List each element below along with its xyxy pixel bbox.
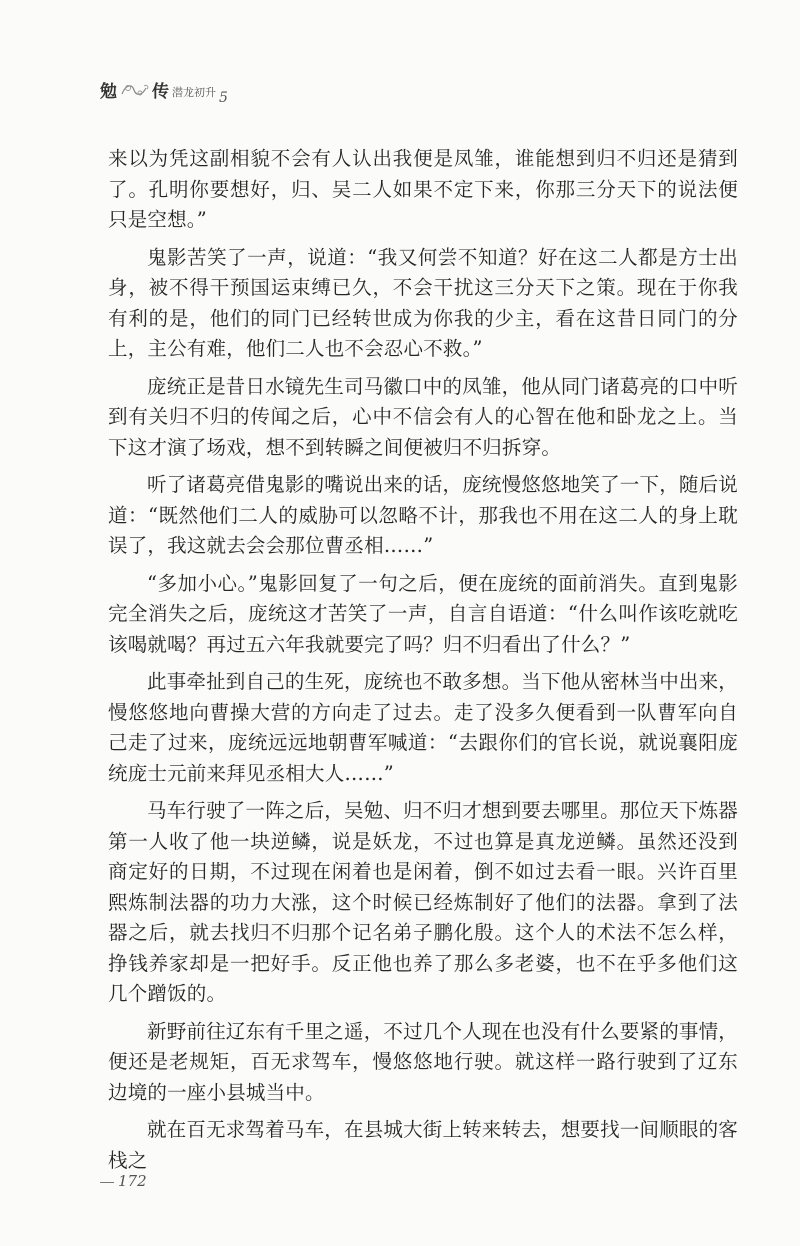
paragraph: 此事牵扯到自己的生死，庞统也不敢多想。当下他从密林当中出来，慢悠悠地向曹操大营的方向走了过去。走了没多久便看到一队曹军向自己走了过来，庞统远远地朝曹军喊道：“去跟你们的官长说，就说襄阳庞统庞士元前来拜见丞相大人……”: [108, 670, 739, 785]
page-number: 172: [118, 1172, 147, 1190]
header-volume-number: 5: [219, 90, 228, 106]
paragraph: 听了诸葛亮借鬼影的嘴说出来的话，庞统慢悠悠地笑了一下，随后说道：“既然他们二人的威胁可以忽略不计，那我也不用在这二人的身上耽误了，我这就去会会那位曹丞相……”: [108, 473, 739, 557]
footer-dash: [100, 1182, 114, 1183]
paragraph: 庞统正是昔日水镜先生司马徽口中的凤雏，他从同门诸葛亮的口中听到有关归不归的传闻之后，心中不信会有人的心智在他和卧龙之上。当下这才演了场戏，想不到转瞬之间便被归不归拆穿。: [108, 374, 739, 459]
header-title-char-1: 勉: [100, 82, 118, 102]
paragraph-continued: 来以为凭这副相貌不会有人认出我便是凤雏，谁能想到归不归还是猜到了。孔明你要想好，归、吴二人如果不定下来，你那三分天下的说法便只是空想。”: [108, 147, 738, 231]
running-header: [100, 74, 228, 106]
paragraph: 马车行驶了一阵之后，吴勉、归不归才想到要去哪里。那位天下炼器第一人收了他一块逆鳞，说是妖龙，不过也算是真龙逆鳞。虽然还没到商定好的日期，不过现在闲着也是闲着，倒不如过去看一眼。兴许百里熙炼制法器的功力大涨，这个时候已经炼制好了他们的法器。拿到了法器之后，就去找归不归那个记名弟子鹏化殷。这个人的术法不怎么样，挣钱养家却是一把好手。反正他也养了那么多老婆，也不在乎多他们这几个蹭饭的。: [108, 799, 739, 1005]
paragraph: 就在百无求驾着马车，在县城大街上转来转去，想要找一间顺眼的客栈之: [108, 1118, 739, 1172]
ornament-swirl-icon: [120, 80, 150, 100]
paragraph: “多加小心。”鬼影回复了一句之后，便在庞统的面前消失。直到鬼影完全消失之后，庞统这才苦笑了一声，自言自语道：“什么叫作该吃就吃该喝就喝？再过五六年我就要完了吗？归不归看出了什么？”: [108, 571, 738, 656]
paragraph: 新野前往辽东有千里之遥，不过几个人现在也没有什么要紧的事情，便还是老规矩，百无求驾车，慢悠悠地行驶。就这样一路行驶到了辽东边境的一座小县城当中。: [108, 1019, 739, 1104]
header-title-char-2: 传: [152, 82, 170, 102]
page-footer: [100, 1172, 147, 1190]
header-subtitle: 潜龙初升: [172, 86, 216, 99]
paragraph: 鬼影苦笑了一声，说道：“我又何尝不知道？好在这二人都是方士出身，被不得干预国运束缚已久，不会干扰这三分天下之策。现在于你我有利的是，他们的同门已经转世成为你我的少主，看在这昔日同门的分上，主公有难，他们二人也不会忍心不救。”: [108, 245, 738, 360]
body-text: [108, 144, 738, 1183]
